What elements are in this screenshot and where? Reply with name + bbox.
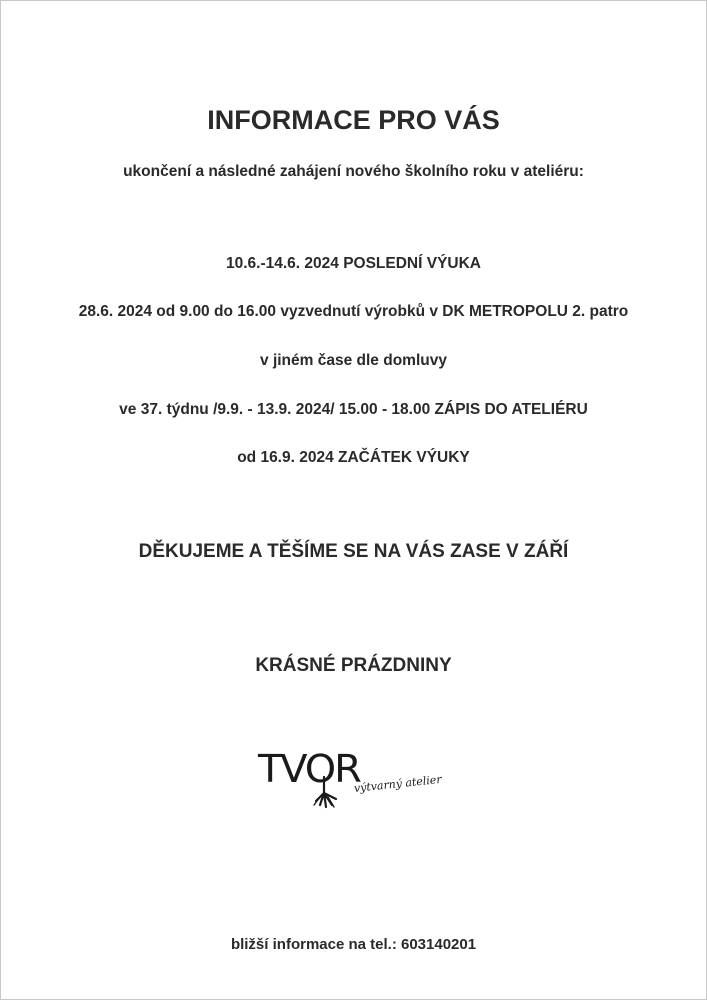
logo-wordmark: TVOR xyxy=(258,747,360,791)
thanks-message: DĚKUJEME A TĚŠÍME SE NA VÁS ZASE V ZÁŘÍ xyxy=(138,541,569,562)
tvor-logo xyxy=(258,749,453,811)
hand-icon xyxy=(310,775,338,809)
page-subtitle: ukončení a následné zahájení nového školního roku v ateliéru: xyxy=(123,163,584,180)
contact-info: bližší informace na tel.: 603140201 xyxy=(230,936,477,953)
schedule-item: ve 37. týdnu /9.9. - 13.9. 2024/ 15.00 - 18.00 ZÁPIS DO ATELIÉRU xyxy=(119,401,588,418)
schedule-item: od 16.9. 2024 ZAČÁTEK VÝUKY xyxy=(237,449,470,466)
schedule-item: v jiném čase dle domluvy xyxy=(260,352,447,369)
logo-tagline: výtvarný atelier xyxy=(353,772,443,795)
schedule-item: 28.6. 2024 od 9.00 do 16.00 vyzvednutí výrobků v DK METROPOLU 2. patro xyxy=(78,303,629,320)
holiday-greeting: KRÁSNÉ PRÁZDNINY xyxy=(255,655,452,676)
page-title: INFORMACE PRO VÁS xyxy=(207,105,500,135)
schedule-item: 10.6.-14.6. 2024 POSLEDNÍ VÝUKA xyxy=(225,255,481,272)
